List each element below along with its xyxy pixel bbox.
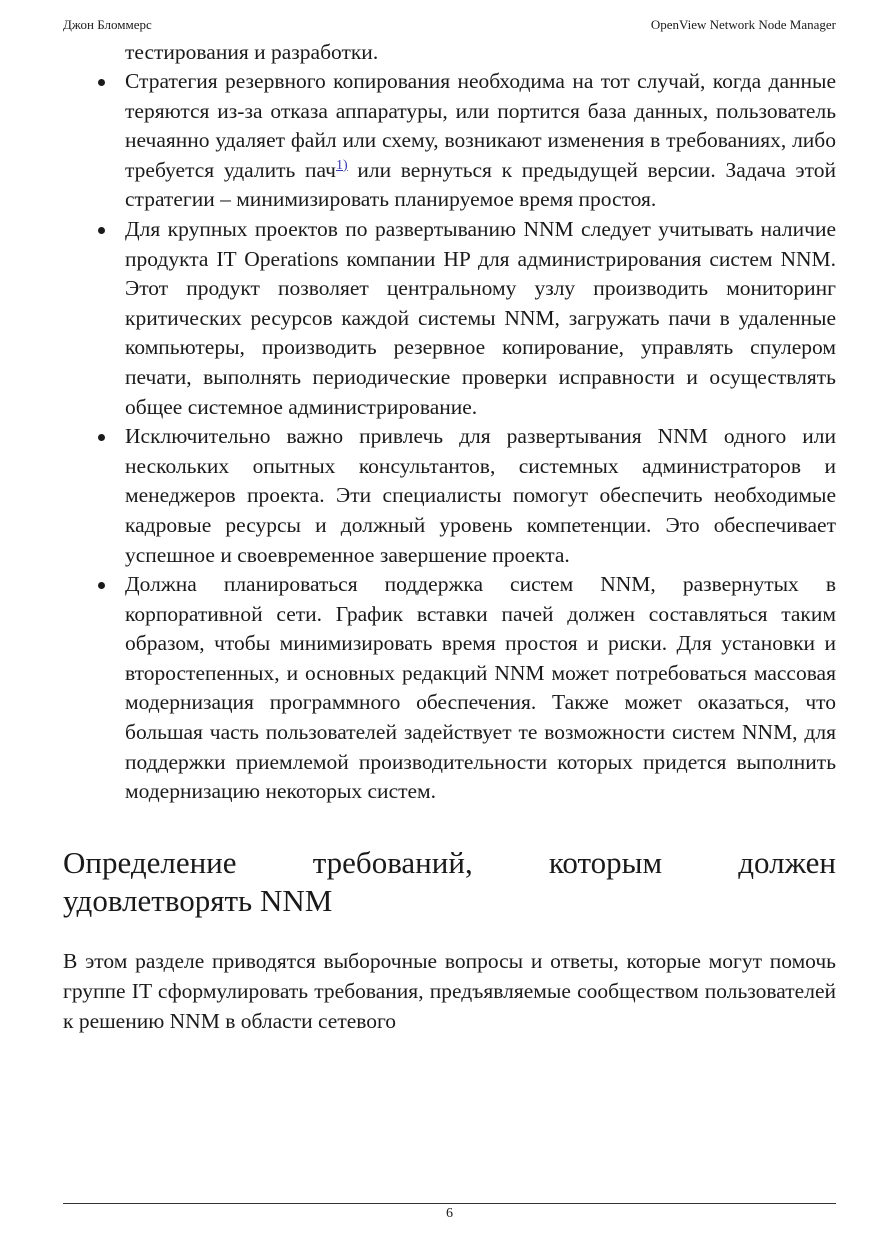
heading-word: требований,	[312, 844, 473, 880]
list-item	[63, 67, 836, 215]
bullet-icon	[98, 582, 105, 589]
footnote-link[interactable]: 1)	[336, 157, 348, 173]
bullet-text-part2: или вернуться к предыдущей версии. Задача этой стратегии – минимизировать планируемое время простоя.	[125, 157, 836, 212]
bullet-text-part1: Стратегия резервного копирования необходима на тот случай, когда данные теряются из-за отказа аппаратуры, или портится база данных, пользователь нечаянно удаляет файл или схему, возникают изменения в требованиях, либо требуется удалить пач	[125, 69, 836, 182]
bullet-list	[63, 67, 836, 807]
bullet-text: Должна планироваться поддержка систем NNM, развернутых в корпоративной сети. График вставки пачей должен составляться таким образом, чтобы минимизировать время простоя и риски. Для установки и второстепенных, и основных редакций NNM может потребоваться массовая модернизация программного обеспечения. Также может оказаться, что большая часть пользователей задействует те возможности систем NNM, для поддержки приемлемой производительности которых придется выполнить модернизацию некоторых систем.	[125, 572, 836, 804]
section-intro-paragraph: В этом разделе приводятся выборочные вопросы и ответы, которые могут помочь группе IT сформулировать требования, предъявляемые сообществом пользователей к решению NNM в области сетевого	[63, 948, 836, 1033]
bullet-icon	[98, 434, 105, 441]
document-page	[63, 0, 836, 1241]
section-heading	[63, 844, 836, 920]
section-heading-line2: удовлетворять NNM	[63, 882, 333, 918]
heading-word: должен	[738, 844, 836, 880]
page-content	[63, 38, 836, 1036]
bullet-text: Для крупных проектов по развертыванию NNM следует учитывать наличие продукта IT Operations компании HP для администрирования систем NNM. Этот продукт позволяет центральному узлу производить мониторинг критических ресурсов каждой системы NNM, загружать пачи в удаленные компьютеры, производить резервное копирование, управлять спулером печати, выполнять периодические проверки исправности и осуществлять общее системное администрирование.	[125, 216, 836, 419]
list-item	[63, 422, 836, 570]
bullet-text: Исключительно важно привлечь для развертывания NNM одного или нескольких опытных консультантов, системных администраторов и менеджеров проекта. Эти специалисты помогут обеспечить необходимые кадровые ресурсы и должный уровень компетенции. Это обеспечивает успешное и своевременное завершение проекта.	[125, 424, 836, 567]
header-book-title: OpenView Network Node Manager	[650, 17, 836, 32]
page-number: 6	[446, 1206, 453, 1221]
section-heading-line1	[63, 844, 836, 882]
list-item	[63, 570, 836, 807]
heading-word: которым	[548, 844, 663, 880]
header-author: Джон Бломмерс	[63, 17, 152, 32]
list-item	[63, 215, 836, 422]
footer-divider	[63, 1203, 836, 1204]
heading-word: Определение	[63, 844, 237, 880]
bullet-icon	[98, 227, 105, 234]
continued-bullet-text: тестирования и разработки.	[125, 40, 379, 64]
bullet-icon	[98, 79, 105, 86]
